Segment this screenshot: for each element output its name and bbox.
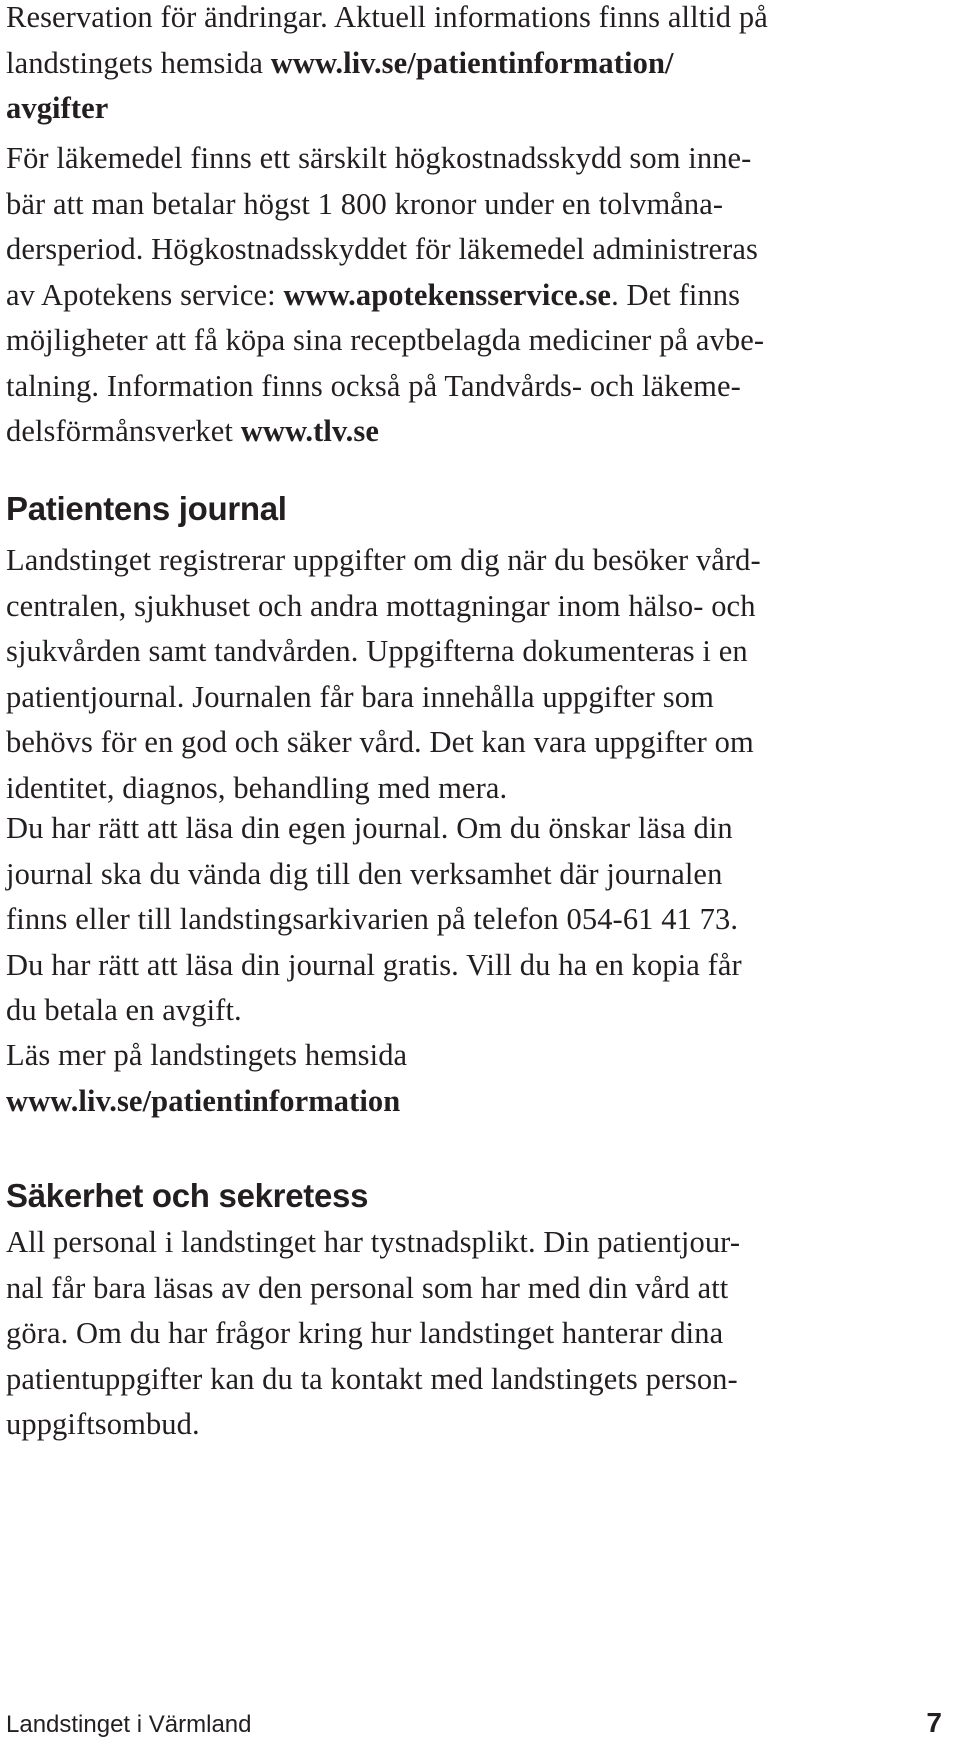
medicine-cost-paragraph xyxy=(6,136,946,455)
journal-heading: Patientens journal xyxy=(6,490,287,527)
url-link: www.liv.se/patientinformation xyxy=(6,1083,401,1118)
url-link: avgifter xyxy=(6,91,109,125)
line-text: bär att man betalar högst 1 800 kronor under en tolvmåna- xyxy=(6,186,724,221)
text-line xyxy=(6,227,946,273)
footer-organization: Landstinget i Värmland xyxy=(6,1711,252,1738)
text-line xyxy=(6,1079,946,1125)
line-text: sjukvården samt tandvården. Uppgifterna dokumenteras i en xyxy=(6,634,748,668)
text-line xyxy=(6,273,946,319)
line-text: . Det finns xyxy=(611,277,741,312)
text-line xyxy=(6,584,946,630)
text-line xyxy=(6,852,946,898)
security-heading: Säkerhet och sekretess xyxy=(6,1177,369,1214)
line-text: nal får bara läsas av den personal som har med din vård att xyxy=(6,1270,729,1305)
journal-paragraph-2 xyxy=(6,806,946,1034)
line-text: All personal i landstinget har tystnadsplikt. Din patientjour- xyxy=(6,1225,741,1259)
journal-paragraph-1 xyxy=(6,538,946,811)
line-text: möjligheter att få köpa sina receptbelagda mediciner på avbe- xyxy=(6,323,765,357)
text-line xyxy=(6,943,946,989)
text-line xyxy=(6,1402,946,1448)
url-link: www.liv.se/patientinformation/ xyxy=(270,45,674,80)
line-text: patientuppgifter kan du ta kontakt med landstingets person- xyxy=(6,1361,738,1396)
line-text: Du har rätt att läsa din egen journal. Om du önskar läsa din xyxy=(6,811,733,845)
line-text: finns eller till landstingsarkivarien på telefon 054-61 41 73. xyxy=(6,902,739,936)
line-text: patientjournal. Journalen får bara innehålla uppgifter som xyxy=(6,679,714,714)
security-paragraph xyxy=(6,1220,946,1448)
line-text: behövs för en god och säker vård. Det kan vara uppgifter om xyxy=(6,725,754,759)
text-line xyxy=(6,136,946,182)
text-line xyxy=(6,629,946,675)
journal-paragraph-3 xyxy=(6,1033,946,1124)
line-text: dersperiod. Högkostnadsskyddet för läkemedel administreras xyxy=(6,232,759,266)
line-text: av Apotekens service: xyxy=(6,277,284,312)
line-text: uppgiftsombud. xyxy=(6,1407,200,1441)
text-line xyxy=(6,538,946,584)
url-link: www.tlv.se xyxy=(240,414,379,448)
text-line xyxy=(6,766,946,812)
line-text: centralen, sjukhuset och andra mottagningar inom hälso- och xyxy=(6,588,756,623)
text-line xyxy=(6,806,946,852)
text-line xyxy=(6,1357,946,1403)
text-line xyxy=(6,1220,946,1266)
text-line xyxy=(6,86,946,132)
text-line xyxy=(6,675,946,721)
text-line xyxy=(6,1033,946,1079)
intro-paragraph xyxy=(6,0,946,132)
line-text: Reservation för ändringar. Aktuell informations finns alltid på xyxy=(6,0,768,34)
text-line xyxy=(6,409,946,455)
text-line xyxy=(6,897,946,943)
line-text: delsförmånsverket xyxy=(6,414,241,448)
line-text: För läkemedel finns ett särskilt högkostnadsskydd som inne- xyxy=(6,141,752,175)
line-text: journal ska du vända dig till den verksamhet där journalen xyxy=(6,856,723,891)
line-text: Du har rätt att läsa din journal gratis. Vill du ha en kopia får xyxy=(6,947,742,982)
line-text: du betala en avgift. xyxy=(6,993,242,1027)
text-line xyxy=(6,41,946,87)
line-text: landstingets hemsida xyxy=(6,45,271,80)
line-text: Landstinget registrerar uppgifter om dig när du besöker vård- xyxy=(6,543,761,577)
line-text: identitet, diagnos, behandling med mera. xyxy=(6,770,508,805)
text-line xyxy=(6,1311,946,1357)
line-text: Läs mer på landstingets hemsida xyxy=(6,1038,408,1072)
line-text: göra. Om du har frågor kring hur landstinget hanterar dina xyxy=(6,1316,724,1350)
page-number: 7 xyxy=(926,1707,942,1738)
line-text: talning. Information finns också på Tandvårds- och läkeme- xyxy=(6,368,741,403)
text-line xyxy=(6,364,946,410)
text-line xyxy=(6,988,946,1034)
text-line xyxy=(6,318,946,364)
text-line xyxy=(6,182,946,228)
text-line xyxy=(6,1266,946,1312)
text-line xyxy=(6,720,946,766)
url-link: www.apotekensservice.se xyxy=(283,277,612,312)
text-line xyxy=(6,0,946,41)
